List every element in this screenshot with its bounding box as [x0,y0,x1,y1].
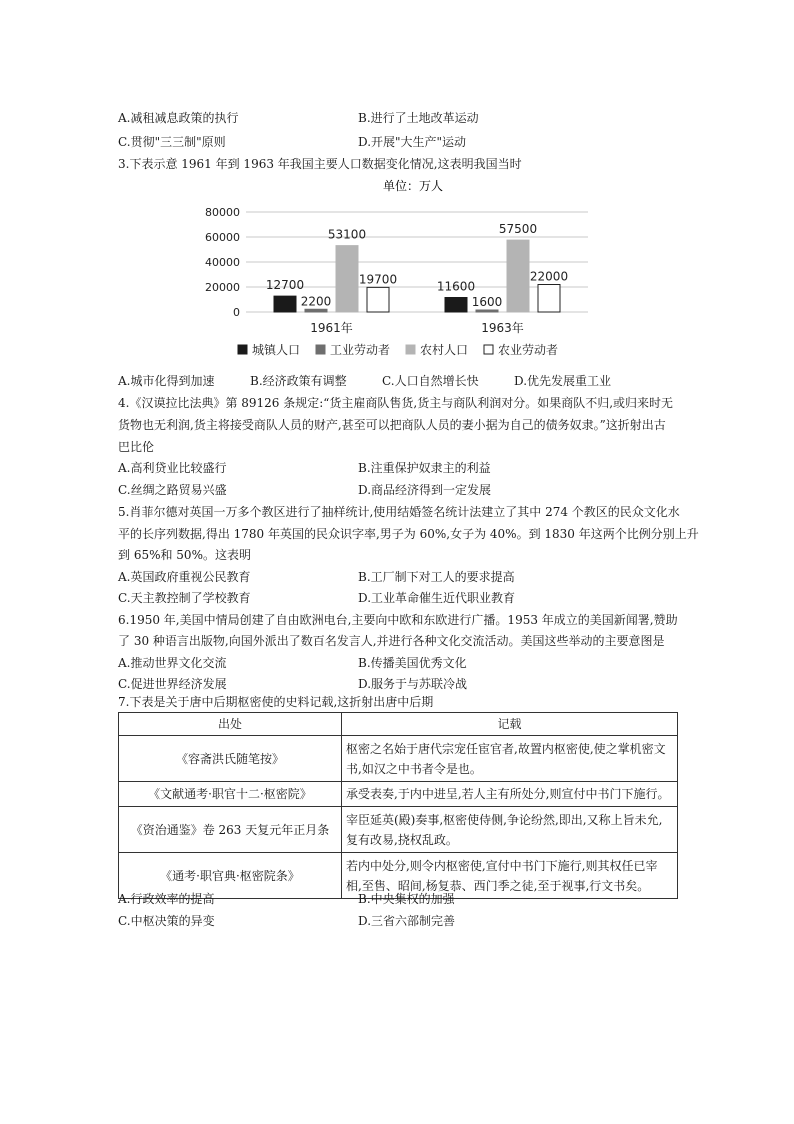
bar [336,246,358,312]
x-category-label: 1963年 [481,321,524,335]
q5-option-a: A.英国政府重视公民教育 [118,570,251,584]
q4-stem-line2: 货物也无利润,货主将接受商队人员的财产,甚至可以把商队人员的妻小据为自己的债务奴隶。”这折射出古 [118,418,666,432]
q5-stem-line3: 到 65%和 50%。这表明 [118,548,251,562]
q2-option-c: C.贯彻"三三制"原则 [118,135,226,149]
q4-stem-line3: 巴比伦 [118,440,155,454]
data-label: 57500 [498,222,538,237]
q7-stem: 7.下表是关于唐中后期枢密使的史料记载,这折射出唐中后期 [118,695,434,709]
legend-label: 农村人口 [420,343,469,357]
table-row [119,782,678,807]
bar [367,287,389,312]
legend-label: 城镇人口 [252,343,301,357]
q5-stem-line1: 5.肖菲尔德对英国一万多个教区进行了抽样统计,使用结婚签名统计法建立了其中 274 个教区的民众文化水 [118,505,680,519]
table-cell-record: 承受表奏,于内中进呈,若人主有所处分,则宣付中书门下施行。 [342,782,678,807]
bar [476,310,498,312]
chart-legend [238,342,558,357]
table-cell-source: 《资治通鉴》卷 263 天复元年正月条 [119,807,342,853]
q6-stem-line2: 了 30 种语言出版物,向国外派出了数百名发言人,并进行各种文化交流活动。美国这些举动的主要意图是 [118,634,665,648]
bar [445,298,467,313]
bar [274,296,296,312]
q7-option-c: C.中枢决策的异变 [118,914,215,928]
q3-option-d: D.优先发展重工业 [514,374,612,388]
q7-option-a: A.行政效率的提高 [118,892,215,906]
q3-stem: 3.下表示意 1961 年到 1963 年我国主要人口数据变化情况,这表明我国当时 [118,157,522,171]
q4-option-b: B.注重保护奴隶主的利益 [358,461,491,475]
q5-option-b: B.工厂制下对工人的要求提高 [358,570,515,584]
q2-option-b: B.进行了土地改革运动 [358,111,479,125]
legend-label: 农业劳动者 [498,343,559,357]
q4-stem-line1: 4.《汉谟拉比法典》第 89126 条规定:“货主雇商队售货,货主与商队利润对分。如果商队不归,或归来时无 [118,396,674,410]
q2-option-a: A.减租减息政策的执行 [118,111,239,125]
table-row [119,736,678,782]
q6-option-c: C.促进世界经济发展 [118,677,227,691]
table-header-source: 出处 [119,713,342,736]
data-label: 19700 [358,272,398,287]
data-label: 2200 [300,294,332,309]
q6-option-a: A.推动世界文化交流 [118,656,227,670]
q7-history-table [118,712,678,899]
table-cell-source: 《容斋洪氏随笔按》 [119,736,342,782]
data-label: 22000 [529,269,569,284]
x-axis-categories [310,320,524,335]
chart-title: 单位：万人 [382,179,444,193]
x-category-label: 1961年 [310,321,353,335]
y-tick-label: 60000 [205,231,240,244]
table-header-record: 记载 [342,713,678,736]
data-label: 53100 [327,227,367,242]
q3-option-a: A.城市化得到加速 [118,374,215,388]
y-axis-ticks [205,206,240,319]
bar [507,240,529,312]
legend-swatch [484,345,493,354]
y-tick-label: 80000 [205,206,240,219]
q6-option-d: D.服务于与苏联冷战 [358,677,468,691]
table-row [119,807,678,853]
table-cell-record: 若内中处分,则令内枢密使,宣付中书门下施行,则其权任已宰相,至售、昭间,杨复恭、西门季之徒,至于视事,行文书矣。 [342,853,678,899]
data-label: 12700 [265,278,305,293]
legend-swatch [238,345,247,354]
q2-option-d: D.开展"大生产"运动 [358,135,467,149]
q5-option-c: C.天主教控制了学校教育 [118,591,251,605]
q5-stem-line2: 平的长序列数据,得出 1780 年英国的民众识字率,男子为 60%,女子为 40%。到 1830 年这两个比例分别上升 [118,527,699,541]
table-header-row [119,713,678,736]
q4-option-a: A.高利贷业比较盛行 [118,461,227,475]
q4-option-c: C.丝绸之路贸易兴盛 [118,483,227,497]
table-cell-source: 《文献通考·职官十二·枢密院》 [119,782,342,807]
legend-label: 工业劳动者 [330,343,391,357]
legend-swatch [316,345,325,354]
bar [305,309,327,312]
y-tick-label: 0 [233,306,240,319]
q6-stem-line1: 6.1950 年,美国中情局创建了自由欧洲电台,主要向中欧和东欧进行广播。1953 年成立的美国新闻署,赞助 [118,613,678,627]
q7-option-b: B.中央集权的加强 [358,892,455,906]
table-cell-source: 《通考·职官典·枢密院条》 [119,853,342,899]
bar [538,285,560,313]
population-bar-chart [200,178,600,368]
data-label: 1600 [471,295,503,309]
q5-option-d: D.工业革命催生近代职业教育 [358,591,516,605]
data-label: 11600 [436,279,476,294]
q7-option-d: D.三省六部制完善 [358,914,456,928]
y-tick-label: 20000 [205,281,240,294]
q6-option-b: B.传播美国优秀文化 [358,656,467,670]
q4-option-d: D.商品经济得到一定发展 [358,483,492,497]
table-cell-record: 枢密之名始于唐代宗宠任宦官者,故置内枢密使,使之掌机密文书,如汉之中书者令是也。 [342,736,678,782]
legend-swatch [406,345,415,354]
y-tick-label: 40000 [205,256,240,269]
table-cell-record: 宰臣延英(殿)奏事,枢密使侍侧,争论纷然,即出,又称上旨未允,复有改易,挠权乱政。 [342,807,678,853]
q3-option-c: C.人口自然增长快 [382,374,479,388]
q3-option-b: B.经济政策有调整 [250,374,347,388]
